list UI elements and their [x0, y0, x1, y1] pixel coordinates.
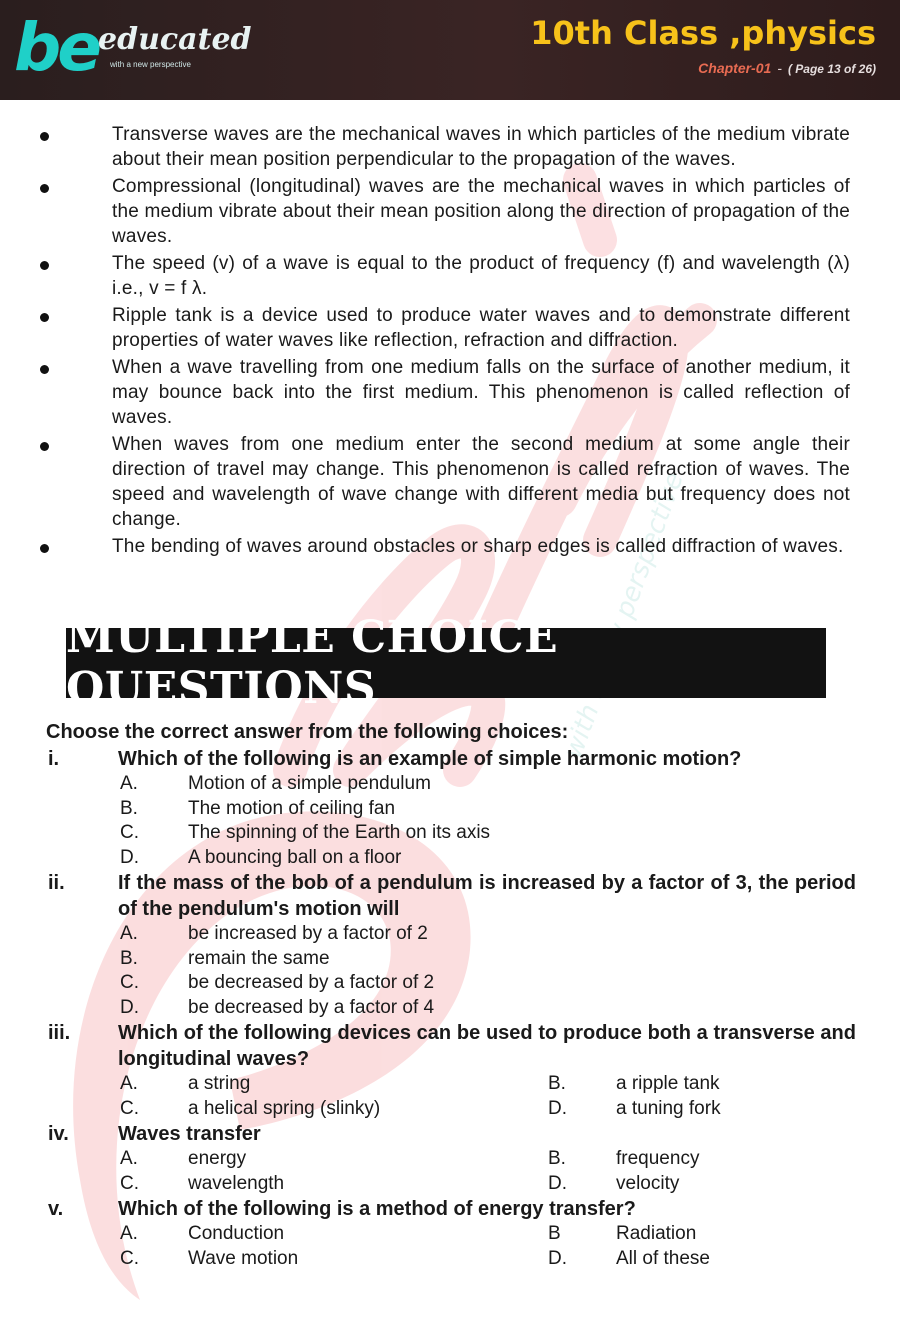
question: [46, 746, 856, 772]
option-letter: C.: [120, 1172, 139, 1194]
option: [120, 1147, 548, 1172]
question-number: v.: [48, 1198, 64, 1220]
option: [548, 1097, 856, 1122]
instruction-text: Choose the correct answer from the following choices:: [46, 721, 569, 743]
question: [46, 1196, 856, 1222]
option-letter: A.: [120, 1073, 138, 1094]
option-letter: C.: [120, 822, 139, 843]
option-text: a string: [188, 1073, 251, 1094]
question-text: Waves transfer: [118, 1123, 261, 1145]
question: [46, 1020, 856, 1072]
mcq-section: [46, 718, 856, 1271]
option-text: energy: [188, 1148, 247, 1169]
option: [120, 996, 856, 1021]
question-text: Which of the following devices can be used to produce both a transverse and longitudinal waves?: [118, 1022, 856, 1070]
page-indicator: ( Page 13 of 26): [787, 62, 876, 76]
option-letter: D.: [120, 996, 139, 1018]
bullet-dot-icon: [40, 132, 49, 141]
bullet-dot-icon: [40, 261, 49, 270]
chapter-label: Chapter-01: [698, 60, 772, 76]
option-grid: [46, 1222, 856, 1271]
option-text: Conduction: [188, 1223, 285, 1244]
page-header: [0, 0, 900, 100]
bullet-dot-icon: [40, 184, 49, 193]
option-text: frequency: [616, 1148, 700, 1169]
option-grid: [46, 1147, 856, 1196]
option: [120, 1097, 548, 1122]
question-number: ii.: [48, 872, 65, 894]
option: [120, 1172, 548, 1197]
bullet-item: [40, 174, 850, 249]
bullet-text: When waves from one medium enter the second medium at some angle their direction of travel may change. This phenomenon is called refraction of waves. The speed and wavelength of wave change with different media but frequency does not change.: [112, 434, 850, 530]
option-text: Radiation: [616, 1223, 697, 1244]
option-text: wavelength: [188, 1172, 285, 1194]
option-grid: [46, 1072, 856, 1121]
option-text: be decreased by a factor of 2: [188, 972, 435, 993]
summary-bullets: [40, 122, 850, 561]
option-text: a tuning fork: [616, 1097, 721, 1119]
question-text: Which of the following is an example of simple harmonic motion?: [118, 748, 742, 770]
question-number: i.: [48, 748, 60, 770]
class-title: 10th Class ,physics: [530, 14, 876, 52]
option: [120, 797, 856, 822]
logo-tagline: with a new perspective: [110, 60, 191, 69]
bullet-item: [40, 534, 850, 559]
bullet-item: [40, 355, 850, 430]
mcq-heading: MULTIPLE CHOICE QUESTIONS: [66, 612, 559, 714]
option-text: The spinning of the Earth on its axis: [188, 822, 491, 843]
bullet-item: [40, 122, 850, 172]
option: [120, 1222, 548, 1247]
option-letter: D.: [120, 846, 139, 868]
option: [548, 1172, 856, 1197]
option: [120, 922, 856, 947]
bullet-dot-icon: [40, 442, 49, 451]
question-number: iii.: [48, 1022, 71, 1044]
question-text: Which of the following is a method of energy transfer?: [118, 1198, 636, 1220]
option-text: Wave motion: [188, 1247, 299, 1269]
option-letter: D.: [548, 1247, 567, 1269]
bullet-item: [40, 432, 850, 532]
chapter-separator: -: [777, 60, 782, 76]
option: [120, 846, 856, 871]
option-letter: A.: [120, 1223, 138, 1244]
bullet-text: Transverse waves are the mechanical waves in which particles of the medium vibrate about their mean position perpendicular to the propagation of the waves.: [112, 124, 850, 170]
bullet-text: Compressional (longitudinal) waves are the mechanical waves in which particles of the medium vibrate about their mean position along the direction of propagation of the waves.: [112, 176, 850, 247]
option: [120, 821, 856, 846]
option-letter: B.: [548, 1148, 566, 1169]
option-text: remain the same: [188, 947, 330, 969]
option-list: [46, 922, 856, 1020]
option-letter: C.: [120, 1097, 139, 1119]
option: [548, 1147, 856, 1172]
option-text: a ripple tank: [616, 1073, 720, 1094]
watermark-tagline: with a new perspective: [558, 468, 690, 763]
option-text: The motion of ceiling fan: [188, 797, 396, 819]
option-letter: C.: [120, 972, 139, 993]
option-letter: D.: [548, 1172, 567, 1194]
option-text: be increased by a factor of 2: [188, 923, 428, 944]
chapter-line: [698, 60, 876, 76]
bullet-text: When a wave travelling from one medium falls on the surface of another medium, it may bounce back into the first medium. This phenomenon is called reflection of waves.: [112, 357, 850, 428]
option: [120, 772, 856, 797]
option-letter: D.: [548, 1097, 567, 1119]
logo-educated-text: educated: [98, 22, 252, 57]
option-letter: A.: [120, 923, 138, 944]
option: [548, 1072, 856, 1097]
option-letter: B: [548, 1223, 561, 1244]
option-list: [46, 772, 856, 870]
option: [120, 947, 856, 972]
bullet-text: The bending of waves around obstacles or sharp edges is called diffraction of waves.: [112, 536, 844, 557]
question-text: If the mass of the bob of a pendulum is increased by a factor of 3, the period of the pendulum's motion will: [118, 872, 856, 920]
bullet-item: [40, 303, 850, 353]
option: [548, 1222, 856, 1247]
option: [120, 1247, 548, 1272]
mcq-heading-banner: [66, 612, 826, 714]
question: [46, 870, 856, 922]
bullet-text: Ripple tank is a device used to produce water waves and to demonstrate different properties of water waves like reflection, refraction and diffraction.: [112, 305, 850, 351]
option-text: a helical spring (slinky): [188, 1097, 381, 1119]
bullet-text: The speed (v) of a wave is equal to the product of frequency (f) and wavelength (λ) i.e., v = f λ.: [112, 253, 850, 299]
option: [120, 1072, 548, 1097]
option: [120, 971, 856, 996]
bullet-item: [40, 251, 850, 301]
option-text: A bouncing ball on a floor: [188, 846, 402, 868]
option-text: be decreased by a factor of 4: [188, 996, 435, 1018]
bullet-dot-icon: [40, 365, 49, 374]
bullet-dot-icon: [40, 313, 49, 322]
option-letter: A.: [120, 773, 138, 794]
option-letter: C.: [120, 1247, 139, 1269]
be-educated-logo: [14, 8, 252, 92]
option-letter: B.: [548, 1073, 566, 1094]
option: [548, 1247, 856, 1272]
question: [46, 1121, 856, 1147]
option-letter: A.: [120, 1148, 138, 1169]
logo-be-text: be: [14, 9, 99, 86]
option-text: velocity: [616, 1172, 680, 1194]
option-letter: B.: [120, 797, 138, 819]
option-letter: B.: [120, 947, 138, 969]
bullet-dot-icon: [40, 544, 49, 553]
option-text: All of these: [616, 1247, 710, 1269]
question-number: iv.: [48, 1123, 69, 1145]
option-text: Motion of a simple pendulum: [188, 773, 431, 794]
